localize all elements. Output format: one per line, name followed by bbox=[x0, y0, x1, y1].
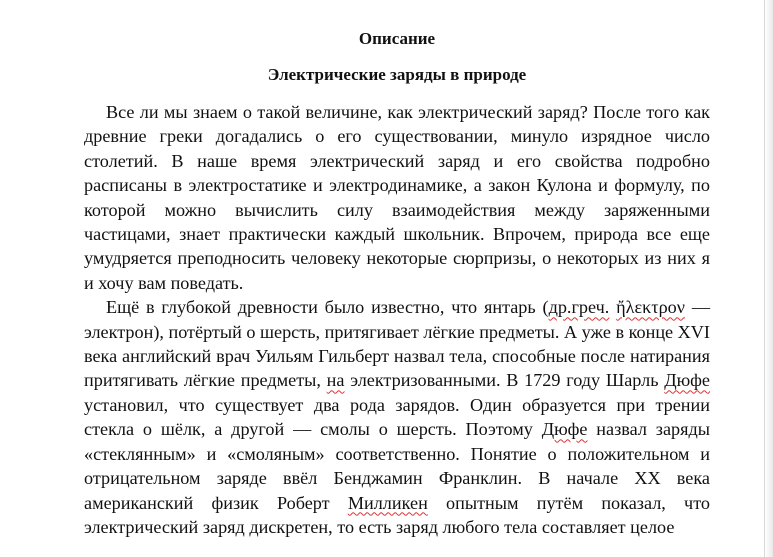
text-run: установил, что существует два рода зарядов. Один образуется при трении стекла о шёлк, а другой — смолы о шерсть. Поэтому bbox=[84, 394, 710, 440]
paragraph-intro: Все ли мы знаем о такой величине, как электрический заряд? После того как древние греки догадались о его существовании, минуло изрядное число столетий. В наше время электрический заряд и его свойства подробно расписаны в электростатике и электродинамике, а закон Кулона и формулу, по которой можно вычислить силу взаимодействия между заряженными частицами, знает практически каждый школьник. Впрочем, природа все еще умудряется преподносить человеку некоторые сюрпризы, о некоторых из них я и хочу вам поведать. bbox=[84, 102, 710, 293]
spellcheck-word: Милликен bbox=[347, 492, 428, 513]
document-subtitle: Электрические заряды в природе bbox=[267, 65, 527, 84]
page-edge bbox=[764, 0, 773, 557]
document-page bbox=[84, 28, 710, 539]
document-title: Описание bbox=[358, 29, 436, 48]
spellcheck-word: ἤλεκτρον bbox=[616, 297, 685, 318]
text-run: назвал заряды «стеклянным» и «смоляным» соответственно. Понятие о положительном и отрицательном заряде ввёл Бенджамин Франклин. В начале XX века американский физик Роберт bbox=[84, 419, 710, 513]
text-run: опытным путём показал, что электрический заряд дискретен, то есть заряд любого тела составляет целое bbox=[84, 492, 710, 537]
text-run: Ещё в глубокой древности было известно, что янтарь ( bbox=[106, 297, 549, 318]
text-run: электризованными. В 1729 году Шарль bbox=[344, 370, 665, 391]
text-run: — электрон), потёртый о шерсть, притягивает лёгкие предметы. А уже в конце XVI века английский врач Уильям Гильберт назвал тела, способные после натирания притягивать лёгкие предметы, bbox=[84, 297, 710, 391]
spellcheck-word: др.греч. bbox=[548, 297, 610, 318]
spellcheck-word: Дюфе bbox=[541, 419, 588, 440]
spellcheck-word: на bbox=[326, 370, 345, 391]
spellcheck-word: Дюфе bbox=[664, 370, 710, 391]
paragraph-history bbox=[84, 295, 710, 539]
